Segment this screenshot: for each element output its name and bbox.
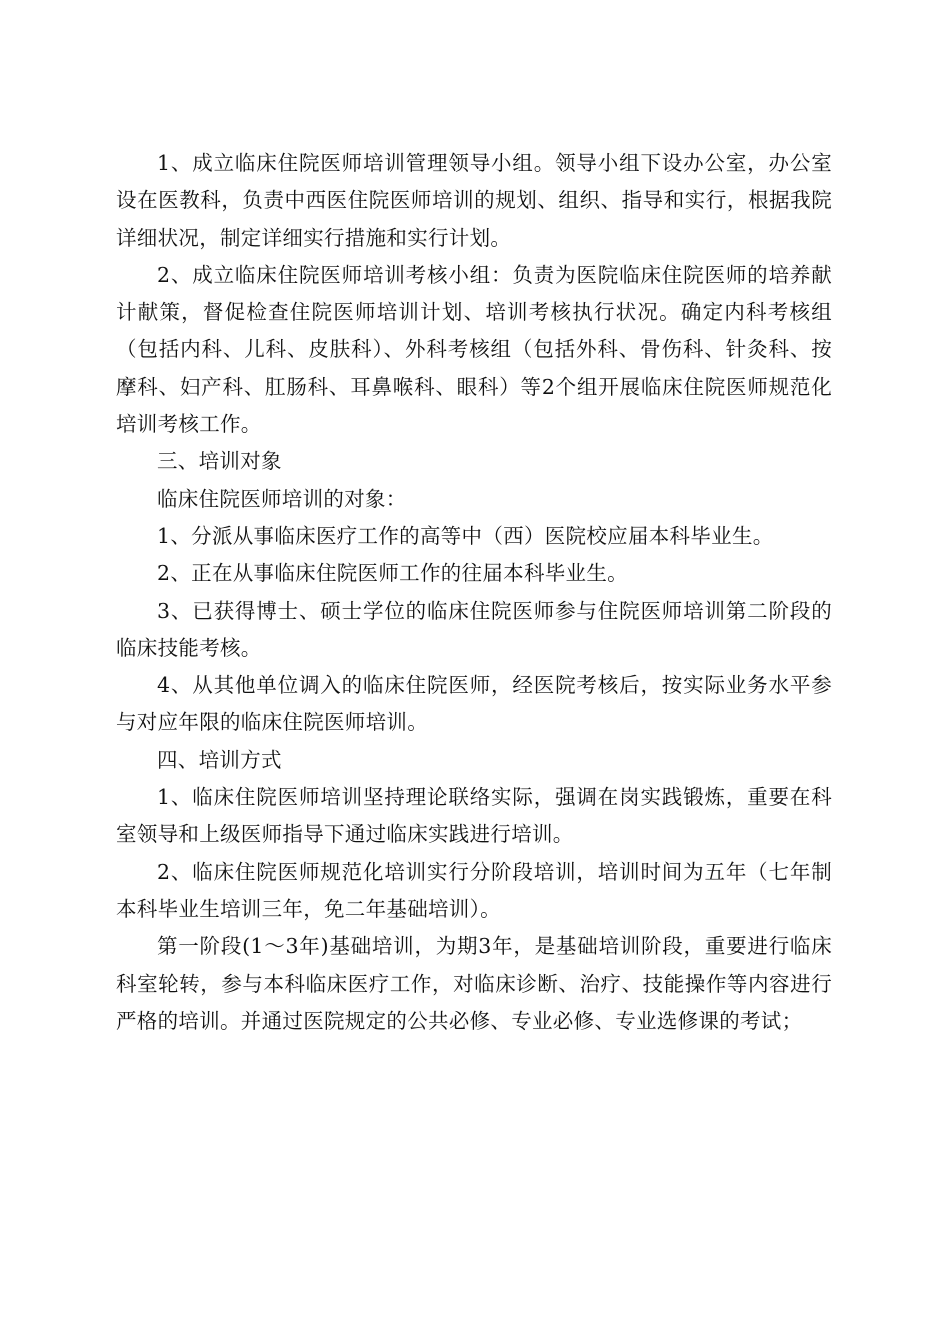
section-heading-training-targets: 三、培训对象	[157, 449, 282, 474]
section-heading-training-methods: 四、培训方式	[157, 747, 282, 772]
paragraph-target-1: 1、分派从事临床医疗工作的高等中（西）医院校应届本科毕业生。	[157, 523, 774, 548]
paragraph-stage-1: 第一阶段(1～3年)基础培训，为期3年，是基础培训阶段，重要进行临床科室轮转，参与本科临床医疗工作，对临床诊断、治疗、技能操作等内容进行严格的培训。并通过医院规定的公共必修、专业必修、专业选修课的考试；	[116, 934, 832, 1033]
paragraph-method-1: 1、临床住院医师培训坚持理论联络实际，强调在岗实践锻炼，重要在科室领导和上级医师指导下通过临床实践进行培训。	[116, 785, 832, 847]
paragraph-target-4: 4、从其他单位调入的临床住院医师，经医院考核后，按实际业务水平参与对应年限的临床住院医师培训。	[116, 673, 832, 735]
paragraph-target-2: 2、正在从事临床住院医师工作的往届本科毕业生。	[157, 561, 628, 586]
paragraph-target-3: 3、已获得博士、硕士学位的临床住院医师参与住院医师培训第二阶段的临床技能考核。	[116, 598, 832, 660]
paragraph-assessment-group: 2、成立临床住院医师培训考核小组：负责为医院临床住院医师的培养献计献策，督促检查住院医师培训计划、培训考核执行状况。确定内科考核组（包括内科、儿科、皮肤科）、外科考核组（包括外科、骨伤科、针灸科、按摩科、妇产科、肛肠科、耳鼻喉科、眼科）等2个组开展临床住院医师规范化培训考核工作。	[116, 262, 832, 437]
paragraph-leadership-group: 1、成立临床住院医师培训管理领导小组。领导小组下设办公室，办公室设在医教科，负责中西医住院医师培训的规划、组织、指导和实行，根据我院详细状况，制定详细实行措施和实行计划。	[116, 151, 832, 250]
paragraph-targets-intro: 临床住院医师培训的对象：	[157, 486, 407, 511]
paragraph-method-2: 2、临床住院医师规范化培训实行分阶段培训，培训时间为五年（七年制本科毕业生培训三年，免二年基础培训）。	[116, 859, 832, 921]
document-body	[116, 145, 832, 1040]
